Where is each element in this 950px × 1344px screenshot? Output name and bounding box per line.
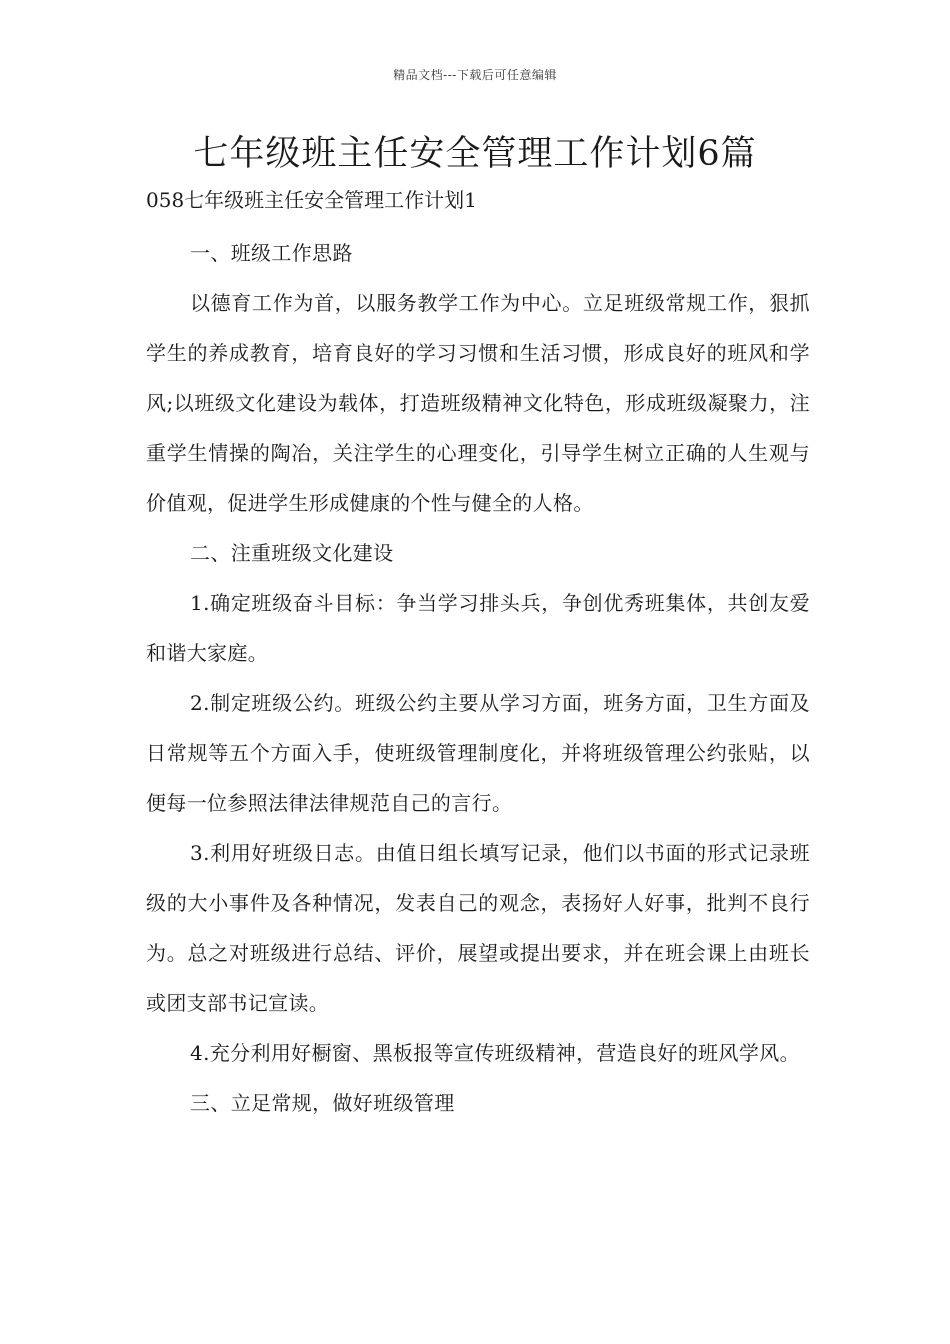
paragraph-item-2: 2.制定班级公约。班级公约主要从学习方面，班务方面，卫生方面及日常规等五个方面入手，使班级管理制度化，并将班级管理公约张贴，以便每一位参照法律法律规范自己的言行。 bbox=[146, 691, 810, 815]
document-body bbox=[146, 228, 810, 1128]
document-title: 七年级班主任安全管理工作计划6篇 bbox=[193, 134, 757, 174]
section-heading-2: 二、注重班级文化建设 bbox=[190, 541, 394, 565]
document-subtitle: 058七年级班主任安全管理工作计划1 bbox=[146, 188, 477, 212]
header-note: 精品文档---下载后可任意编辑 bbox=[393, 68, 557, 82]
paragraph-item-4: 4.充分利用好橱窗、黑板报等宣传班级精神，营造良好的班风学风。 bbox=[190, 1041, 800, 1065]
paragraph-work-approach: 以德育工作为首，以服务教学工作为中心。立足班级常规工作，狠抓学生的养成教育，培育良好的学习习惯和生活习惯，形成良好的班风和学风;以班级文化建设为载体，打造班级精神文化特色，形成班级凝聚力，注重学生情操的陶冶，关注学生的心理变化，引导学生树立正确的人生观与价值观，促进学生形成健康的个性与健全的人格。 bbox=[146, 291, 810, 515]
paragraph-item-1: 1.确定班级奋斗目标：争当学习排头兵，争创优秀班集体，共创友爱和谐大家庭。 bbox=[146, 591, 810, 665]
section-heading-3: 三、立足常规，做好班级管理 bbox=[190, 1091, 455, 1115]
section-heading-1: 一、班级工作思路 bbox=[190, 241, 353, 265]
paragraph-item-3: 3.利用好班级日志。由值日组长填写记录，他们以书面的形式记录班级的大小事件及各种情况，发表自己的观念，表扬好人好事，批判不良行为。总之对班级进行总结、评价，展望或提出要求，并在班会课上由班长或团支部书记宣读。 bbox=[146, 841, 810, 1015]
